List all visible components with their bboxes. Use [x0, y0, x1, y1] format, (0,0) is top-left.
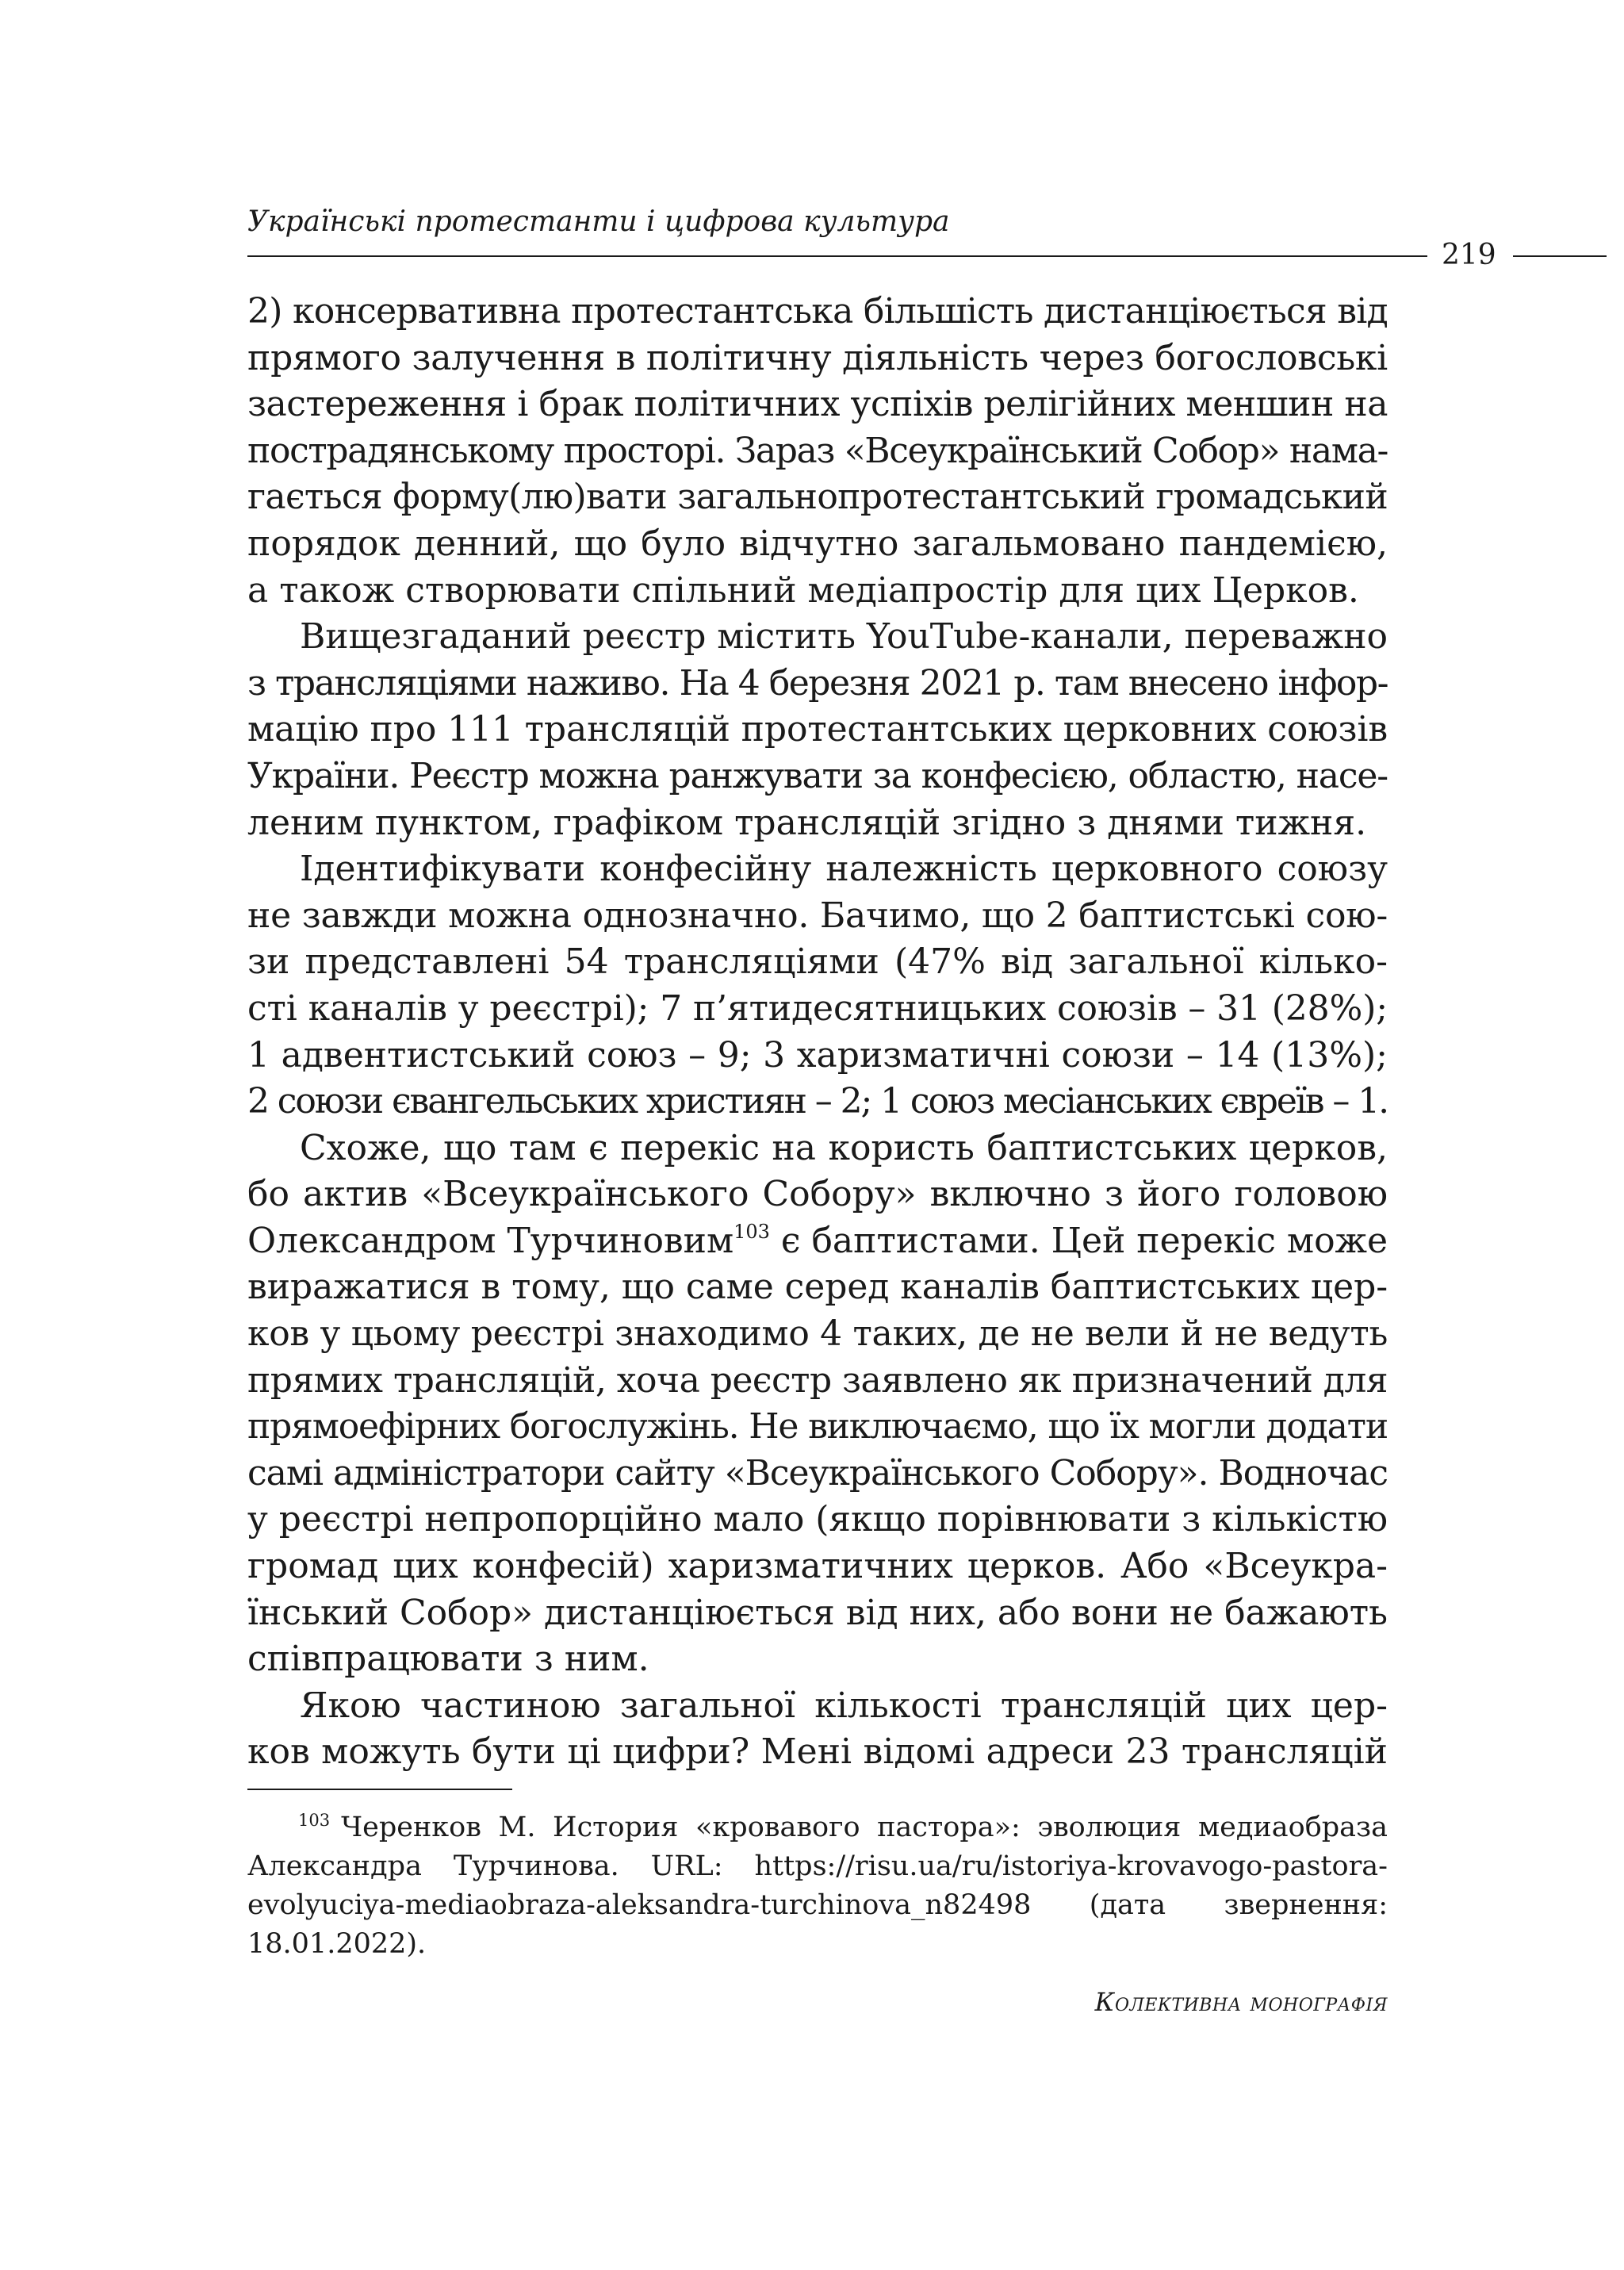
paragraph-1	[247, 289, 1388, 614]
text-line: ков у цьому реєстрі знаходимо 4 таких, де не вели й не ведуть	[247, 1313, 1388, 1355]
footnote-reference[interactable]: 103	[733, 1221, 770, 1244]
text-fragment: Олександром Турчиновим	[247, 1220, 734, 1261]
footnote-line: Александра Турчинова. URL: https://risu.ua/ru/istoriya-krovavogo-pastora-	[247, 1850, 1388, 1882]
text-line: у реєстрі непропорційно мало (якщо порівнювати з кількістю	[247, 1499, 1388, 1540]
text-line: леним пунктом, графіком трансляцій згідно з днями тижня.	[247, 802, 1367, 843]
footnote	[247, 1808, 1388, 1964]
text-line: Якою частиною загальної кількості трансляцій цих цер-	[300, 1685, 1388, 1726]
footnote-number: 103	[298, 1811, 331, 1831]
text-line: прямоефірних богослужінь. Не виключаємо, що їх могли додати	[247, 1406, 1388, 1448]
footnote-line: evolyuciya-mediaobraza-aleksandra-turchinova_n82498 (дата звернення:	[247, 1889, 1388, 1921]
text-line: Схоже, що там є перекіс на користь баптистських церков,	[300, 1127, 1388, 1168]
running-header-title: Українські протестанти і цифрова культура	[247, 205, 950, 238]
footnote-line	[247, 1808, 1388, 1847]
running-footer: Колективна монографія	[1094, 1987, 1388, 2017]
text-line: Вищезгаданий реєстр містить YouTube-канали, переважно	[300, 616, 1388, 658]
text-line: їнський Собор» дистанціюється від них, або вони не бажають	[247, 1592, 1388, 1633]
text-line	[247, 1218, 1388, 1265]
paragraph-4	[247, 1125, 1388, 1683]
text-line: громад цих конфесій) харизматичних церков. Або «Всеукра-	[247, 1546, 1388, 1587]
footnote-line: 18.01.2022).	[247, 1928, 427, 1960]
text-line: самі адміністратори сайту «Всеукраїнського Собору». Водночас	[247, 1452, 1388, 1494]
text-line: пострадянському просторі. Зараз «Всеукраїнський Собор» нама-	[247, 430, 1388, 471]
body-text	[247, 289, 1388, 1776]
header-rule-right	[1513, 255, 1607, 257]
text-line: порядок денний, що було відчутно загальмовано пандемією,	[247, 523, 1388, 564]
paragraph-2	[247, 614, 1388, 846]
footnote-text: Черенков М. История «кровавого пастора»: эволюция медиаобраза	[341, 1812, 1388, 1843]
page-number: 219	[1442, 239, 1496, 271]
text-line: 2 союзи євангельських християн – 2; 1 союз месіанських євреїв – 1.	[247, 1081, 1388, 1122]
header-rule	[247, 255, 1427, 257]
text-line: співпрацювати з ним.	[247, 1639, 649, 1680]
text-fragment: є баптистами. Цей перекіс може	[769, 1220, 1388, 1261]
text-line: бо актив «Всеукраїнського Собору» включно з його головою	[247, 1174, 1388, 1215]
text-line: Ідентифікувати конфесійну належність церковного союзу	[300, 849, 1388, 890]
text-line: сті каналів у реєстрі); 7 п’ятидесятницьких союзів – 31 (28%);	[247, 987, 1388, 1029]
text-line: ков можуть бути ці цифри? Мені відомі адреси 23 трансляцій	[247, 1731, 1388, 1773]
footnote-rule	[247, 1789, 512, 1790]
text-line: 1 адвентистський союз – 9; 3 харизматичні союзи – 14 (13%);	[247, 1034, 1388, 1076]
text-line: України. Реєстр можна ранжувати за конфесією, областю, насе-	[247, 755, 1388, 796]
paragraph-5	[247, 1683, 1388, 1776]
text-line: гається форму(лю)вати загальнопротестантський громадський	[247, 477, 1388, 518]
text-line: виражатися в тому, що саме серед каналів баптистських цер-	[247, 1267, 1388, 1308]
text-line: прямого залучення в політичну діяльність через богословські	[247, 337, 1388, 378]
text-line: а також створювати спільний медіапростір для цих Церков.	[247, 569, 1359, 611]
text-line: мацію про 111 трансляцій протестантських церковних союзів	[247, 709, 1388, 750]
text-line: зи представлені 54 трансляціями (47% від загальної кількo-	[247, 941, 1388, 983]
text-line: 2) консервативна протестантська більшість дистанціюється від	[247, 291, 1388, 332]
text-line: прямих трансляцій, хоча реєстр заявлено як призначений для	[247, 1359, 1388, 1401]
text-line: не завжди можна однозначно. Бачимо, що 2 баптистські сою-	[247, 895, 1388, 936]
text-line: застереження і брак політичних успіхів релігійних меншин на	[247, 384, 1388, 425]
text-line: з трансляціями наживо. На 4 березня 2021 р. там внесено інфор-	[247, 662, 1388, 704]
paragraph-3	[247, 846, 1388, 1125]
